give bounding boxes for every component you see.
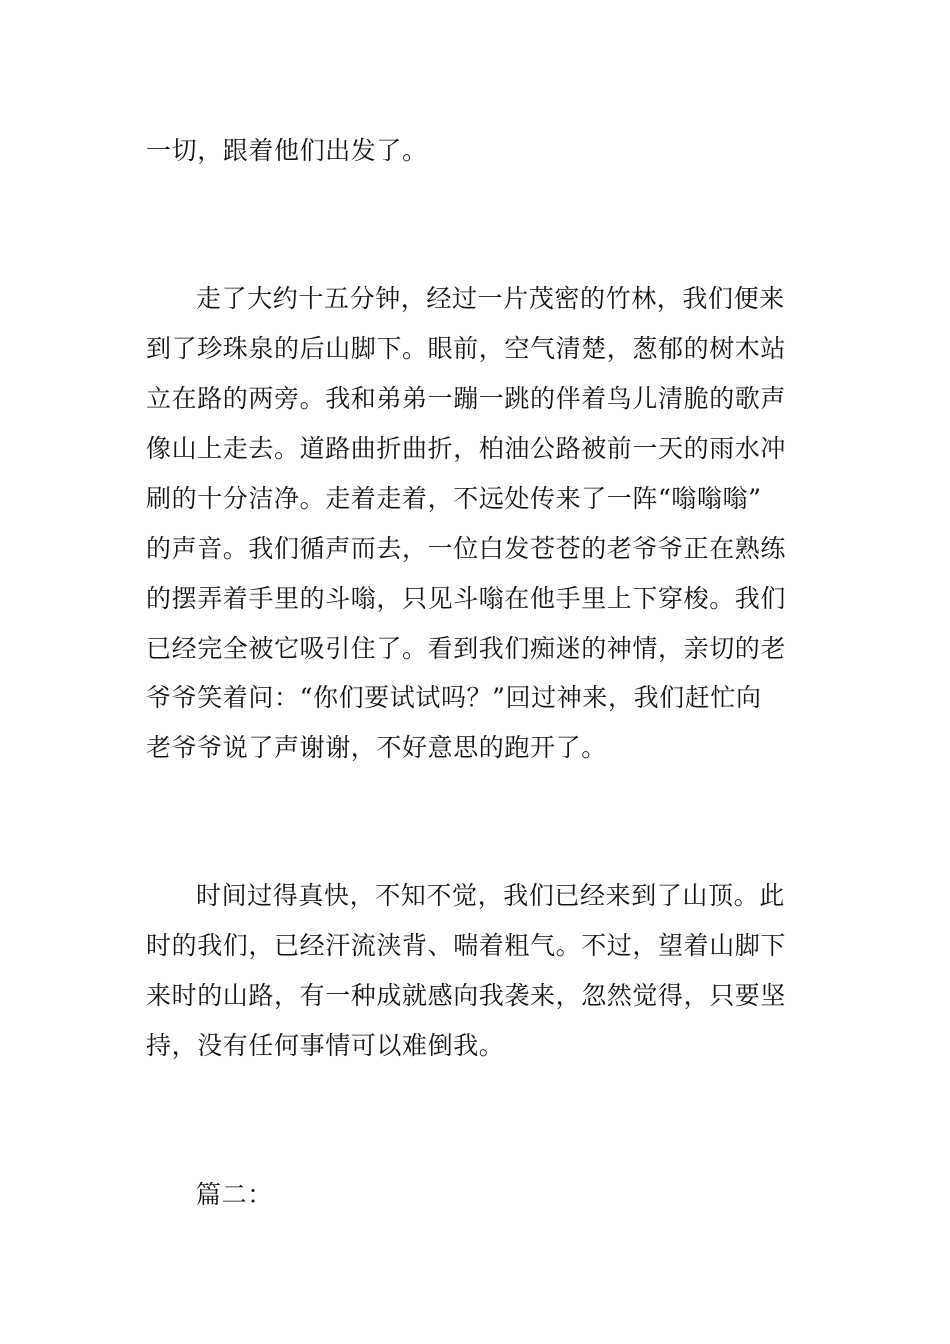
text-line: 时的我们，已经汗流浃背、喘着粗气。不过，望着山脚下	[146, 931, 787, 960]
text-line: 像山上走去。道路曲折曲折，柏油公路被前一天的雨水冲	[146, 434, 787, 463]
text-line: 的声音。我们循声而去，一位白发苍苍的老爷爷正在熟练	[146, 534, 787, 563]
text-line: 立在路的两旁。我和弟弟一蹦一跳的伴着鸟儿清脆的歌声	[146, 384, 787, 413]
text-line: 的摆弄着手里的斗嗡，只见斗嗡在他手里上下穿梭。我们	[146, 584, 787, 613]
text-line: 已经完全被它吸引住了。看到我们痴迷的神情，亲切的老	[146, 634, 787, 663]
text-line: 一切，跟着他们出发了。	[146, 136, 428, 165]
text-line: 走了大约十五分钟，经过一片茂密的竹林，我们便来	[196, 284, 785, 313]
text-line: 来时的山路，有一种成就感向我袭来，忽然觉得，只要坚	[146, 981, 787, 1010]
text-line: 爷爷笑着问：“你们要试试吗？”回过神来，我们赶忙向	[146, 683, 762, 712]
text-line: 到了珍珠泉的后山脚下。眼前，空气清楚，葱郁的树木站	[146, 334, 787, 363]
text-line: 时间过得真快，不知不觉，我们已经来到了山顶。此	[196, 881, 785, 910]
section-heading: 篇二：	[196, 1180, 273, 1209]
text-line: 老爷爷说了声谢谢，不好意思的跑开了。	[146, 733, 607, 762]
text-line: 刷的十分洁净。走着走着，不远处传来了一阵“嗡嗡嗡”	[146, 484, 762, 513]
text-line: 持，没有任何事情可以难倒我。	[146, 1031, 505, 1060]
